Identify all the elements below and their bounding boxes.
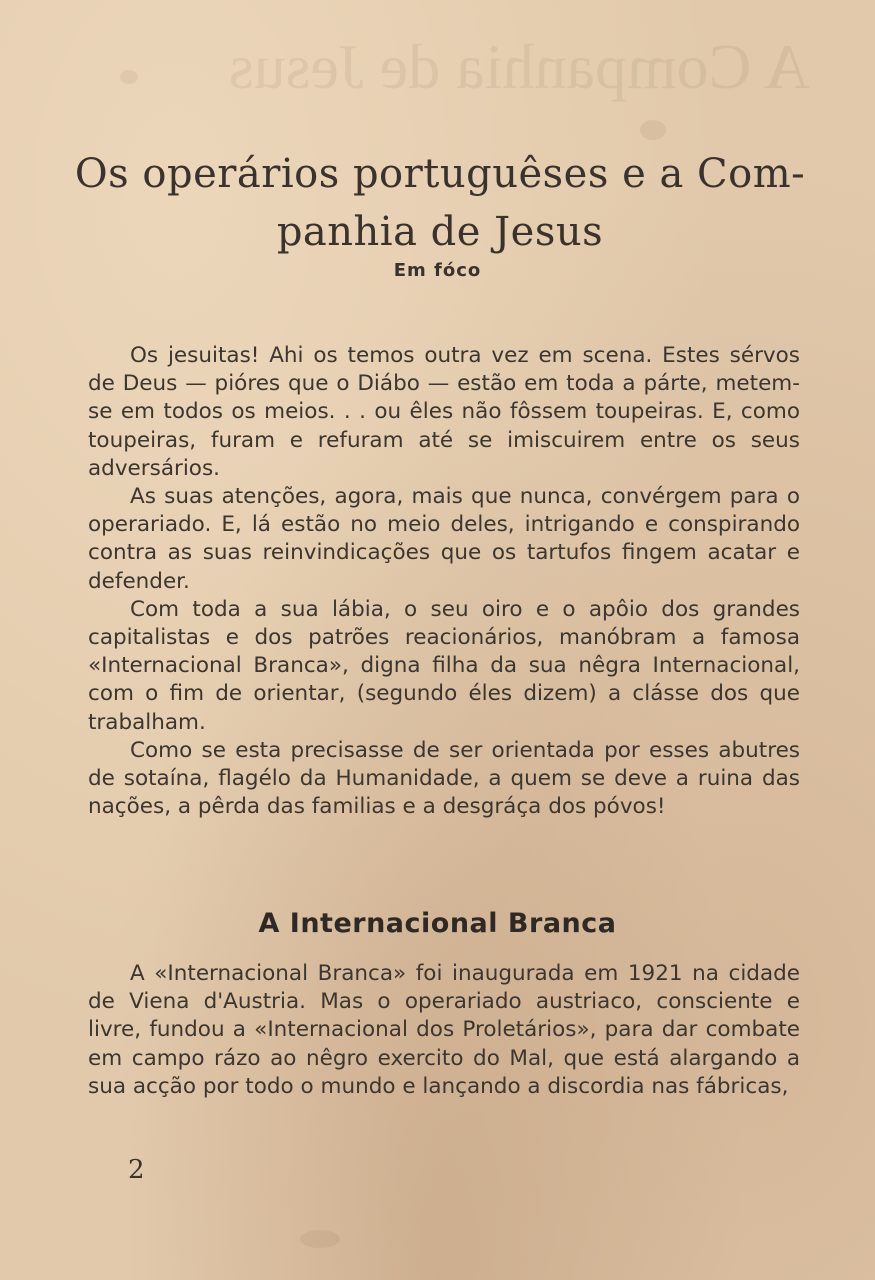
title-line-2: panhia de Jesus [276, 209, 604, 255]
subtitle: Em fóco [393, 260, 482, 281]
paragraph: Como se esta precisasse de ser orientada por esses abutres de sotaína, flagélo da Humanidade, a quem se deve a ruina das nações, a pêrda das familias e a desgráça dos póvos! [88, 737, 800, 820]
page-title [70, 145, 810, 261]
paper-stain [120, 70, 138, 84]
section-1-body [88, 342, 800, 821]
paper-stain [300, 1230, 340, 1248]
paragraph: As suas atenções, agora, mais que nunca, convérgem para o operariado. E, lá estão no meio deles, intrigando e conspirando contra as suas reinvindicações que os tartufos fingem acatar e defender. [88, 484, 800, 594]
paper-stain [640, 120, 666, 140]
section-heading: A Internacional Branca [258, 908, 617, 939]
paragraph: Com toda a sua lábia, o seu oiro e o apôio dos grandes capitalistas e dos patrões reacionários, manóbram a famosa «Internacional Branca», digna filha da sua nêgra Internacional, com o fim de orientar, (segundo éles dizem) a clásse dos que trabalham. [88, 596, 800, 735]
page-number: 2 [128, 1155, 145, 1185]
paragraph: Os jesuitas! Ahi os temos outra vez em scena. Estes sérvos de Deus — pióres que o Diábo — estão em toda a párte, metem-se em todos os meios. . . ou êles não fôssem toupeiras. E, como toupeiras, furam e refuram até se imiscuirem entre os seus adversários. [88, 343, 800, 481]
section-2-body [88, 960, 800, 1101]
show-through-text: A Companhia de Jesus [228, 31, 810, 102]
paragraph: A «Internacional Branca» foi inaugurada em 1921 na cidade de Viena d'Austria. Mas o operariado austriaco, consciente e livre, fundou a «Internacional dos Proletários», para dar combate em campo rázo ao nêgro exercito do Mal, que está alargando a sua acção por todo o mundo e lançando a discordia nas fábricas, [88, 961, 800, 1099]
title-line-1: Os operários portuguêses e a Com- [74, 151, 806, 197]
